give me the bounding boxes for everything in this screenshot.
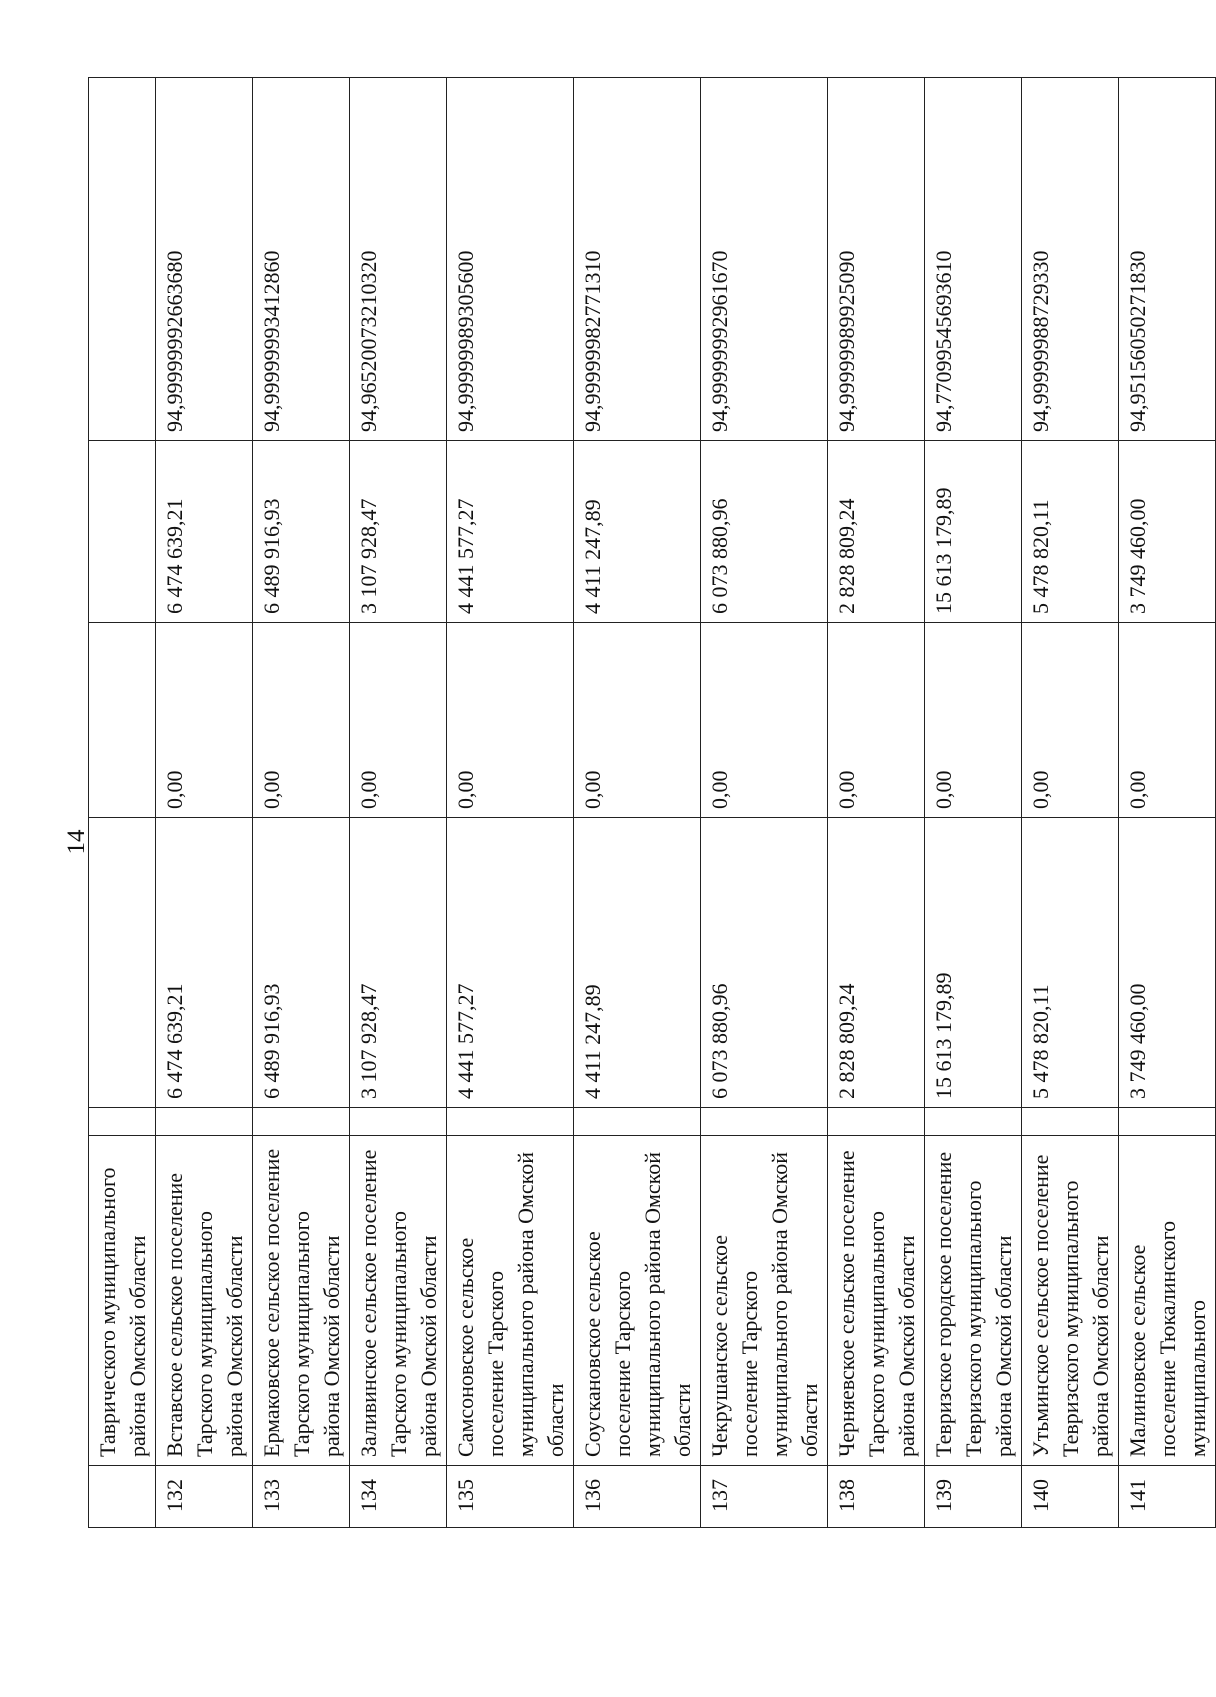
amount-total: 4 441 577,27 xyxy=(447,818,574,1108)
table-row xyxy=(447,78,574,1528)
percent-value: 94,95156050271830 xyxy=(1119,78,1216,441)
blank-cell xyxy=(701,1108,828,1136)
row-number: 132 xyxy=(156,1466,253,1528)
table-row xyxy=(89,78,156,1528)
amount-allocated: 15 613 179,89 xyxy=(925,441,1022,623)
amount-zero: 0,00 xyxy=(447,623,574,818)
percent-value: 94,96520073210320 xyxy=(350,78,447,441)
blank-cell xyxy=(350,1108,447,1136)
table-row xyxy=(925,78,1022,1528)
amount-zero: 0,00 xyxy=(828,623,925,818)
percent-value: 94,77099545693610 xyxy=(925,78,1022,441)
amount-zero: 0,00 xyxy=(253,623,350,818)
settlement-name: Соускановское сельское поселение Тарского муниципального района Омской области xyxy=(574,1136,701,1466)
blank-cell xyxy=(574,1108,701,1136)
settlement-name: Утьминское сельское поселение Тевризского муниципального района Омской области xyxy=(1022,1136,1119,1466)
table-row xyxy=(1119,78,1216,1528)
amount-total: 6 474 639,21 xyxy=(156,818,253,1108)
blank-cell xyxy=(1022,1108,1119,1136)
amount-total: 15 613 179,89 xyxy=(925,818,1022,1108)
amount-zero: 0,00 xyxy=(350,623,447,818)
amount-allocated: 2 828 809,24 xyxy=(828,441,925,623)
data-table xyxy=(88,77,1216,1528)
settlement-name: Тевризское городское поселение Тевризского муниципального района Омской области xyxy=(925,1136,1022,1466)
settlement-name: Чекрушанское сельское поселение Тарского муниципального района Омской области xyxy=(701,1136,828,1466)
settlement-name: Малиновское сельское поселение Тюкалинского муниципального xyxy=(1119,1136,1216,1466)
table-row xyxy=(156,78,253,1528)
percent-value: 94,99999993412860 xyxy=(253,78,350,441)
settlement-name: Самсоновское сельское поселение Тарского муниципального района Омской области xyxy=(447,1136,574,1466)
row-number: 135 xyxy=(447,1466,574,1528)
amount-allocated: 6 073 880,96 xyxy=(701,441,828,623)
blank-cell xyxy=(1119,1108,1216,1136)
settlement-name: Заливинское сельское поселение Тарского муниципального района Омской области xyxy=(350,1136,447,1466)
amount-zero: 0,00 xyxy=(574,623,701,818)
settlement-name: Черняевское сельское поселение Тарского муниципального района Омской области xyxy=(828,1136,925,1466)
percent-value: 94,99999988729330 xyxy=(1022,78,1119,441)
page-number: 14 xyxy=(63,829,90,855)
percent-value: 94,99999989925090 xyxy=(828,78,925,441)
amount-zero: 0,00 xyxy=(156,623,253,818)
amount-allocated: 5 478 820,11 xyxy=(1022,441,1119,623)
percent-value xyxy=(89,78,156,441)
percent-value: 94,99999992961670 xyxy=(701,78,828,441)
row-number xyxy=(89,1466,156,1528)
settlement-name: Ермаковское сельское поселение Тарского муниципального района Омской области xyxy=(253,1136,350,1466)
row-number: 139 xyxy=(925,1466,1022,1528)
row-number: 134 xyxy=(350,1466,447,1528)
amount-allocated: 3 107 928,47 xyxy=(350,441,447,623)
amount-total xyxy=(89,818,156,1108)
amount-total: 4 411 247,89 xyxy=(574,818,701,1108)
table-row xyxy=(350,78,447,1528)
amount-total: 2 828 809,24 xyxy=(828,818,925,1108)
amount-allocated: 6 489 916,93 xyxy=(253,441,350,623)
amount-total: 3 749 460,00 xyxy=(1119,818,1216,1108)
amount-total: 5 478 820,11 xyxy=(1022,818,1119,1108)
percent-value: 94,99999982771310 xyxy=(574,78,701,441)
table-row xyxy=(574,78,701,1528)
table-row xyxy=(701,78,828,1528)
amount-allocated xyxy=(89,441,156,623)
blank-cell xyxy=(828,1108,925,1136)
row-number: 136 xyxy=(574,1466,701,1528)
row-number: 140 xyxy=(1022,1466,1119,1528)
amount-total: 6 073 880,96 xyxy=(701,818,828,1108)
amount-zero: 0,00 xyxy=(925,623,1022,818)
blank-cell xyxy=(89,1108,156,1136)
table-row xyxy=(828,78,925,1528)
blank-cell xyxy=(925,1108,1022,1136)
settlement-name: Вставское сельское поселение Тарского муниципального района Омской области xyxy=(156,1136,253,1466)
amount-zero xyxy=(89,623,156,818)
row-number: 141 xyxy=(1119,1466,1216,1528)
amount-zero: 0,00 xyxy=(1022,623,1119,818)
row-number: 133 xyxy=(253,1466,350,1528)
blank-cell xyxy=(253,1108,350,1136)
amount-zero: 0,00 xyxy=(1119,623,1216,818)
amount-total: 6 489 916,93 xyxy=(253,818,350,1108)
blank-cell xyxy=(447,1108,574,1136)
settlement-name: Таврического муниципального района Омской области xyxy=(89,1136,156,1466)
percent-value: 94,99999992663680 xyxy=(156,78,253,441)
row-number: 138 xyxy=(828,1466,925,1528)
amount-allocated: 4 441 577,27 xyxy=(447,441,574,623)
amount-allocated: 4 411 247,89 xyxy=(574,441,701,623)
table-row xyxy=(1022,78,1119,1528)
table-row xyxy=(253,78,350,1528)
blank-cell xyxy=(156,1108,253,1136)
amount-total: 3 107 928,47 xyxy=(350,818,447,1108)
table-container xyxy=(88,78,1210,1528)
amount-allocated: 3 749 460,00 xyxy=(1119,441,1216,623)
row-number: 137 xyxy=(701,1466,828,1528)
percent-value: 94,99999989305600 xyxy=(447,78,574,441)
amount-zero: 0,00 xyxy=(701,623,828,818)
amount-allocated: 6 474 639,21 xyxy=(156,441,253,623)
